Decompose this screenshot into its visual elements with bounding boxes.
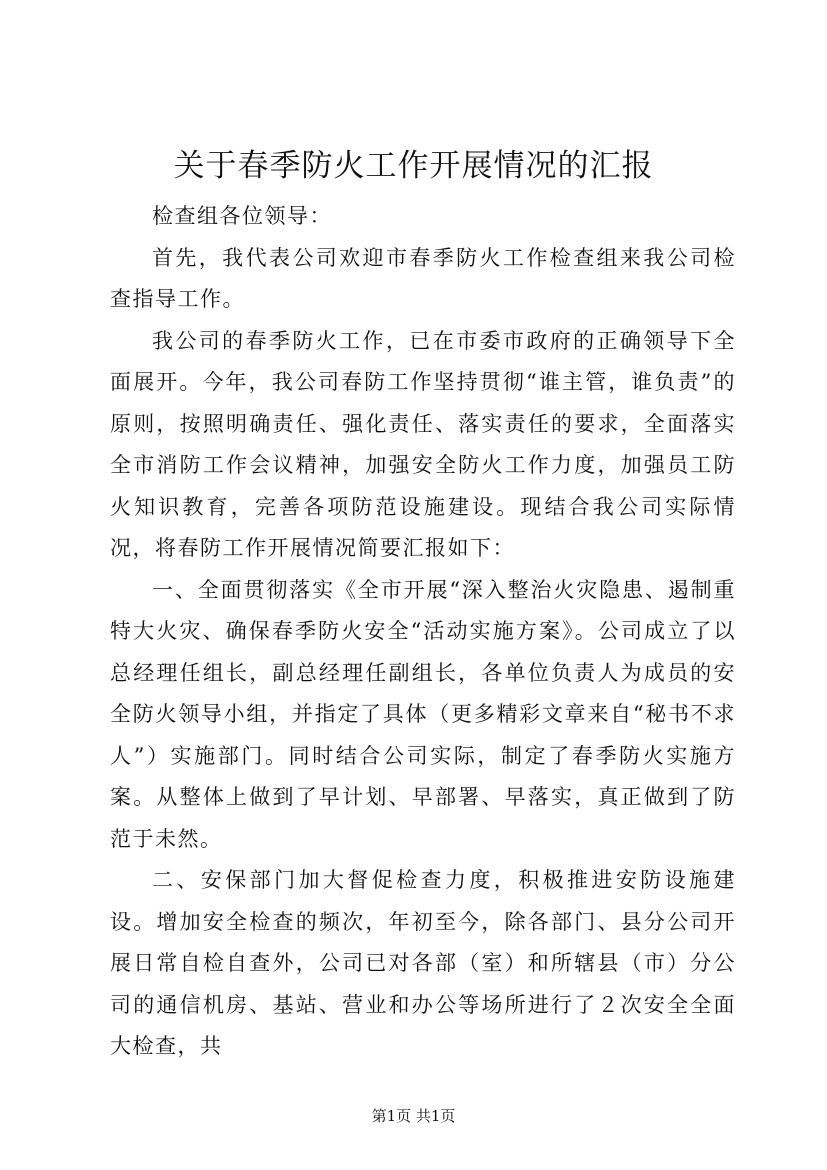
salutation-paragraph: 检查组各位领导： [152, 204, 332, 228]
page-number-footer: 第1页 共1页 [371, 1107, 456, 1125]
welcome-paragraph: 首先，我代表公司欢迎市春季防火工作检查组来我公司检查指导工作。 [110, 245, 736, 311]
overview-paragraph: 我公司的春季防火工作，已在市委市政府的正确领导下全面展开。今年，我公司春防工作坚持贯彻“谁主管，谁负责”的原则，按照明确责任、强化责任、落实责任的要求，全面落实全市消防工作会议精神，加强安全防火工作力度，加强员工防火知识教育，完善各项防范设施建设。现结合我公司实际情况，将春防工作开展情况简要汇报如下： [110, 328, 736, 560]
section-two-paragraph: 二、安保部门加大督促检查力度，积极推进安防设施建设。增加安全检查的频次，年初至今，除各部门、县分公司开展日常自检自查外，公司已对各部（室）和所辖县（市）分公司的通信机房、基站、营业和办公等场所进行了２次安全全面大检查，共 [110, 868, 736, 1058]
section-one-paragraph: 一、全面贯彻落实《全市开展“深入整治火灾隐患、遏制重特大火灾、确保春季防火安全“活动实施方案》。公司成立了以总经理任组长，副总经理任副组长，各单位负责人为成员的安全防火领导小组，并指定了具体（更多精彩文章来自“秘书不求人”）实施部门。同时结合公司实际，制定了春季防火实施方案。从整体上做到了早计划、早部署、早落实，真正做到了防范于未然。 [110, 577, 736, 851]
document-body [110, 196, 736, 1068]
document-title: 关于春季防火工作开展情况的汇报 [173, 148, 654, 184]
